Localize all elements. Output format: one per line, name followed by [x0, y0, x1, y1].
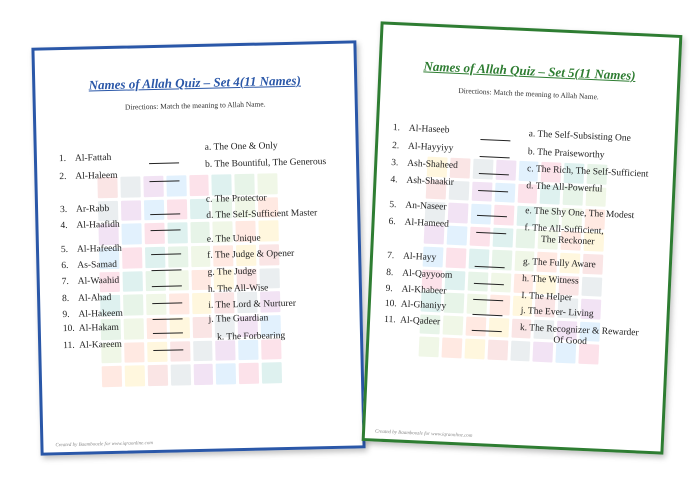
name-item: 4. Al-Haafidh	[60, 219, 120, 232]
name-item: 8. Al-Ahad	[62, 292, 112, 305]
answer-blank[interactable]	[480, 156, 510, 158]
background-tile	[170, 341, 190, 362]
name-item: 7. Al-Waahid	[61, 275, 120, 288]
background-tile	[123, 318, 143, 339]
background-tile	[464, 339, 485, 359]
meaning-item: b. The Bountiful, The Generous	[205, 157, 327, 170]
background-tile	[492, 227, 513, 247]
background-tile	[489, 295, 510, 315]
meaning-item: d. The Self-Sufficient Master	[206, 208, 318, 221]
background-tile	[170, 365, 190, 386]
meaning-item: f. The All-Sufficient,	[524, 223, 604, 237]
quiz-sheet-set-5	[362, 21, 683, 454]
background-tile	[445, 248, 466, 268]
background-tile	[168, 270, 188, 291]
directions-text: Directions: Match the meaning to Allah Name.	[124, 99, 266, 112]
meaning-item: e. The Unique	[206, 233, 261, 245]
name-item: 5. Al-Hafeedh	[60, 243, 122, 256]
meaning-item: f. The Judge & Opener	[207, 248, 295, 261]
background-tile	[168, 246, 188, 267]
name-item: 3. Ash-Shaheed	[391, 157, 459, 172]
background-tile	[469, 226, 490, 246]
name-item: 3. Ar-Rabb	[59, 204, 110, 216]
background-tile	[259, 221, 279, 242]
background-tile	[442, 315, 463, 335]
background-tile	[582, 277, 603, 297]
background-tile	[443, 293, 464, 313]
meaning-item: d. The All-Powerful	[526, 181, 603, 195]
background-tile	[448, 203, 469, 223]
meaning-item: g. The Judge	[207, 266, 257, 278]
background-tile	[487, 340, 508, 360]
background-tile	[169, 317, 189, 338]
quiz-sheet-set-4	[31, 40, 365, 455]
background-tile	[490, 272, 511, 292]
background-tile	[125, 366, 145, 387]
meaning-item: k. The Forbearing	[216, 331, 286, 343]
background-tile	[419, 337, 440, 357]
background-tile	[510, 341, 531, 361]
background-tile	[466, 294, 487, 314]
background-tile	[262, 362, 282, 383]
name-item: 1. Al-Haseeb	[392, 123, 450, 136]
background-tile	[121, 224, 141, 245]
name-item: 8. Al-Qayyoom	[386, 267, 453, 281]
background-tile	[122, 271, 142, 292]
meaning-item: a. The One & Only	[204, 141, 278, 153]
name-item: 10. Al-Ghaniyy	[384, 298, 447, 312]
background-tile	[488, 317, 509, 337]
background-tile	[495, 160, 516, 180]
meaning-item: c. The Protector	[205, 193, 267, 205]
name-item: 5. An-Naseer	[389, 199, 447, 213]
background-tile	[123, 295, 143, 316]
meaning-item: Of Good	[553, 335, 588, 348]
background-tile	[102, 366, 122, 387]
background-tile	[167, 199, 187, 220]
background-tile	[257, 173, 277, 194]
answer-blank[interactable]	[149, 162, 179, 164]
background-tile	[212, 174, 232, 195]
background-tile	[121, 200, 141, 221]
background-tile	[147, 341, 167, 362]
meaning-item: j. The Ever- Living	[520, 306, 594, 320]
background-tile	[144, 199, 164, 220]
background-tile	[145, 270, 165, 291]
background-tile	[166, 175, 186, 196]
name-item: 6. Al-Hameed	[388, 216, 450, 230]
background-tile	[472, 159, 493, 179]
name-item: 6. As-Samad	[61, 259, 118, 272]
meaning-item: I. The Helper	[521, 291, 573, 304]
meaning-item: e. The Shy One, The Modest	[524, 206, 635, 222]
background-tile	[145, 247, 165, 268]
background-tile	[124, 342, 144, 363]
name-item: 11. Al-Kareem	[63, 339, 123, 352]
background-tile	[441, 338, 462, 358]
background-tile	[143, 176, 163, 197]
sheet-title: Names of Allah Quiz – Set 4(11 Names)	[88, 72, 301, 93]
background-tile	[239, 363, 259, 384]
background-tile	[122, 247, 142, 268]
name-item: 1. Al-Fattah	[58, 152, 112, 165]
background-tile	[189, 175, 209, 196]
background-tile	[146, 294, 166, 315]
name-item: 7. Al-Hayy	[386, 250, 437, 264]
meaning-item: h. The All-Wise	[207, 283, 269, 295]
background-tile	[167, 223, 187, 244]
answer-blank[interactable]	[480, 139, 510, 141]
name-item: 4. Ash-Shaakir	[390, 174, 455, 188]
background-tile	[235, 174, 255, 195]
background-tile	[144, 223, 164, 244]
meaning-item: c. The Rich, The Self-Sufficient	[526, 164, 649, 180]
meaning-item: a. The Self-Subsisting One	[528, 129, 632, 144]
name-item: 10. Al-Hakam	[62, 322, 120, 335]
footer-credit: Created by Baamboozle for www.iqraonline.com	[55, 441, 153, 449]
background-tile	[193, 364, 213, 385]
name-item: 2. Al-Haleem	[59, 170, 118, 183]
meaning-item: h. The Witness	[521, 274, 579, 287]
background-tile	[147, 365, 167, 386]
background-tile	[470, 204, 491, 224]
meaning-item: i. The Lord & Nurturer	[208, 298, 297, 311]
name-item: 11. Al-Qadeer	[383, 314, 441, 328]
background-tile	[193, 340, 213, 361]
footer-credit: Created by Baamboozle for www.iqraonline.com	[374, 429, 473, 439]
meaning-item: g. The Fully Aware	[522, 257, 596, 271]
sheet-title: Names of Allah Quiz – Set 5(11 Names)	[423, 58, 636, 83]
background-tile	[467, 271, 488, 291]
name-item: 9. Al-Khabeer	[385, 283, 447, 297]
name-item: 9. Al-Hakeem	[62, 308, 123, 321]
name-item: 2. Al-Hayyiyy	[391, 141, 454, 154]
background-tile	[169, 294, 189, 315]
meaning-item: b. The Praiseworthy	[527, 147, 605, 161]
meaning-item: j. The Guardian	[208, 313, 269, 325]
meaning-item: k. The Recognizer & Rewarder	[519, 323, 639, 339]
background-tile	[446, 225, 467, 245]
background-tile	[533, 342, 554, 362]
background-tile-collage	[97, 173, 282, 387]
background-tile	[120, 176, 140, 197]
directions-text: Directions: Match the meaning to Allah Name.	[458, 85, 599, 102]
meaning-item: The Reckoner	[540, 234, 595, 248]
background-tile	[146, 318, 166, 339]
background-tile	[465, 316, 486, 336]
background-tile	[494, 182, 515, 202]
background-tile	[216, 364, 236, 385]
